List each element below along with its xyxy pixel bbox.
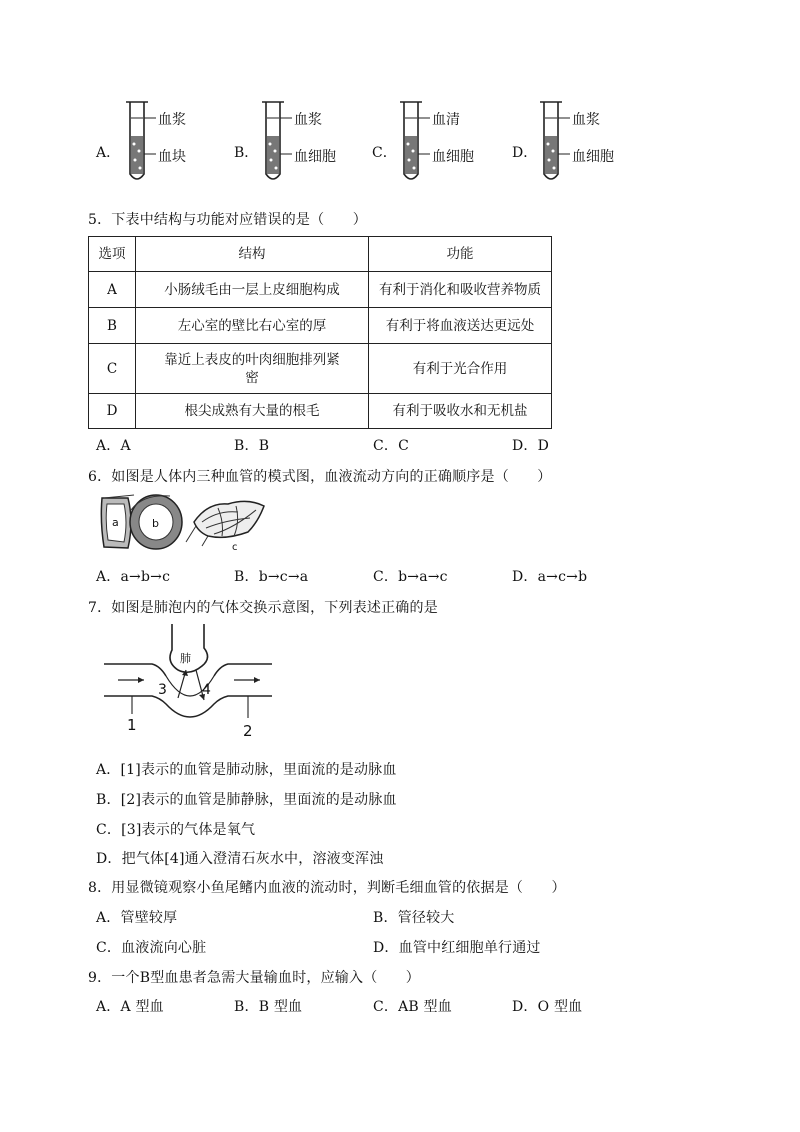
table-row — [89, 272, 552, 308]
q4-option-b-bottom-label: 血细胞 — [294, 149, 336, 165]
q4-option-d-bottom-label: 血细胞 — [572, 149, 614, 165]
label-1: 1 — [127, 716, 137, 734]
header-structure: 结构 — [136, 237, 369, 272]
row-option: A — [89, 272, 136, 308]
table-row — [89, 344, 552, 394]
q5-choice-b: B．B — [234, 438, 270, 454]
row-function: 有利于消化和吸收营养物质 — [369, 272, 552, 308]
q7-choice-c: C．[3]表示的气体是氧气 — [96, 822, 256, 838]
row-function: 有利于将血液送达更远处 — [369, 308, 552, 344]
q4-option-d-top-label: 血浆 — [572, 112, 600, 128]
row-structure: 小肠绒毛由一层上皮细胞构成 — [136, 272, 369, 308]
q5-stem: 5．下表中结构与功能对应错误的是（ ） — [88, 212, 367, 228]
q4-option-a-top-label: 血浆 — [158, 112, 186, 128]
q6-stem: 6．如图是人体内三种血管的模式图，血液流动方向的正确顺序是（ ） — [88, 469, 552, 485]
q5-table — [88, 236, 552, 429]
table-row — [89, 308, 552, 344]
q5-choice-c: C．C — [373, 438, 410, 454]
q8-choice-c: C．血液流向心脏 — [96, 940, 207, 956]
blood-vessels-diagram — [98, 492, 270, 554]
header-option: 选项 — [89, 237, 136, 272]
q6-choice-b: B．b→c→a — [234, 569, 309, 585]
q4-option-c-bottom-label: 血细胞 — [432, 149, 474, 165]
q4-option-b-top-label: 血浆 — [294, 112, 322, 128]
q9-choice-b: B．B 型血 — [234, 999, 303, 1015]
label-b: b — [152, 517, 159, 530]
q4-option-b-letter: B． — [234, 145, 259, 161]
q4-option-c-letter: C． — [372, 145, 397, 161]
label-2: 2 — [243, 722, 253, 740]
row-structure-line2: 密 — [245, 369, 259, 386]
q6-choice-a: A．a→b→c — [96, 569, 171, 585]
q8-choice-b: B．管径较大 — [373, 910, 455, 926]
q9-stem: 9．一个B型血患者急需大量输血时，应输入（ ） — [88, 970, 420, 986]
row-function: 有利于光合作用 — [369, 344, 552, 394]
q7-choice-b: B．[2]表示的血管是肺静脉，里面流的是动脉血 — [96, 792, 397, 808]
alveolus-label: 肺 — [180, 652, 191, 665]
row-option: C — [89, 344, 136, 394]
alveolus-gas-exchange-diagram — [100, 622, 280, 744]
q5-choice-a: A．A — [96, 438, 131, 454]
q9-choice-c: C．AB 型血 — [373, 999, 452, 1015]
label-a: a — [112, 516, 119, 529]
label-4: 4 — [202, 682, 211, 698]
q4-option-d-letter: D． — [512, 145, 538, 161]
q7-choice-d: D．把气体[4]通入澄清石灰水中，溶液变浑浊 — [96, 851, 384, 867]
row-function: 有利于吸收水和无机盐 — [369, 394, 552, 429]
q8-stem: 8．用显微镜观察小鱼尾鳍内血液的流动时，判断毛细血管的依据是（ ） — [88, 880, 566, 896]
q6-choice-d: D．a→c→b — [512, 569, 588, 585]
q9-choice-a: A．A 型血 — [96, 999, 164, 1015]
q4-option-c-top-label: 血清 — [432, 112, 460, 128]
row-structure-line1: 靠近上表皮的叶肉细胞排列紧 — [164, 351, 340, 368]
q4-option-a-bottom-label: 血块 — [158, 149, 186, 165]
q7-choice-a: A．[1]表示的血管是肺动脉，里面流的是动脉血 — [96, 762, 397, 778]
q5-choice-d: D．D — [512, 438, 550, 454]
q4-option-a-letter: A． — [96, 145, 121, 161]
label-3: 3 — [158, 682, 167, 698]
row-structure: 根尖成熟有大量的根毛 — [136, 394, 369, 429]
table-row — [89, 394, 552, 429]
header-function: 功能 — [369, 237, 552, 272]
q8-choice-a: A．管壁较厚 — [96, 910, 178, 926]
q7-stem: 7．如图是肺泡内的气体交换示意图，下列表述正确的是 — [88, 600, 438, 616]
table-header-row — [89, 237, 552, 272]
row-option: D — [89, 394, 136, 429]
row-structure — [136, 344, 369, 394]
row-option: B — [89, 308, 136, 344]
label-c: c — [232, 542, 238, 553]
q9-choice-d: D．O 型血 — [512, 999, 583, 1015]
row-structure: 左心室的壁比右心室的厚 — [136, 308, 369, 344]
q8-choice-d: D．血管中红细胞单行通过 — [373, 940, 541, 956]
q6-choice-c: C．b→a→c — [373, 569, 448, 585]
capillary-c-icon — [186, 501, 264, 546]
